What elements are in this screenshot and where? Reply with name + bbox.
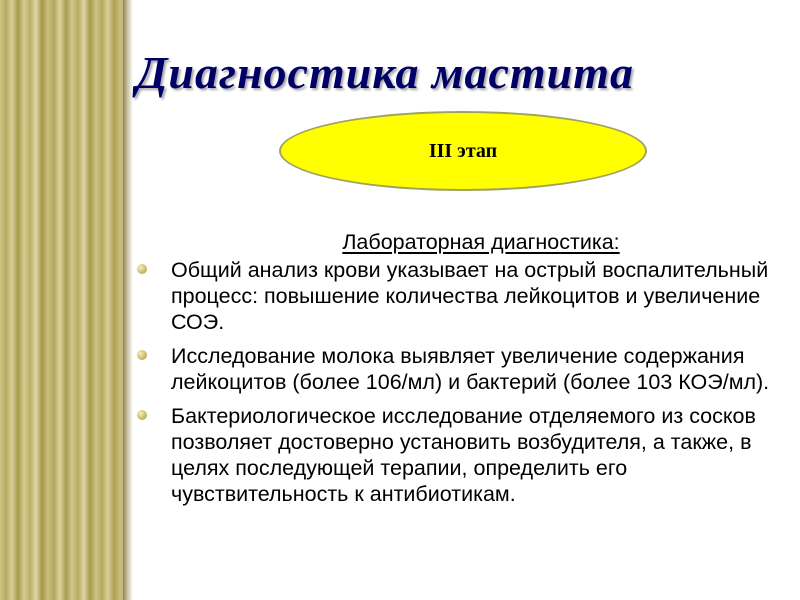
bullet-text: Исследование молока выявляет увеличение содержания лейкоцитов (более 106/мл) и бактерий (более 103 КОЭ/мл). <box>171 344 770 394</box>
bullet-item <box>136 403 786 507</box>
side-band-edge <box>123 0 133 600</box>
bullet-dot-icon <box>137 264 147 274</box>
bullet-item <box>136 257 786 335</box>
decorative-side-band <box>0 0 123 600</box>
bullet-list <box>136 257 786 507</box>
slide-title: Диагностика мастита <box>136 47 635 98</box>
content-area <box>136 229 786 515</box>
stage-oval <box>279 111 647 191</box>
bullet-dot-icon <box>137 350 147 360</box>
bullet-text: Общий анализ крови указывает на острый воспалительный процесс: повышение количества лейкоцитов и увеличение СОЭ. <box>171 258 769 334</box>
stage-label: III этап <box>428 139 498 162</box>
bullet-dot-icon <box>137 410 147 420</box>
bullet-item <box>136 343 786 395</box>
section-subheading: Лабораторная диагностика: <box>342 230 620 254</box>
bullet-text: Бактериологическое исследование отделяемого из сосков позволяет достоверно установить возбудителя, а также, в целях последующей терапии, определить его чувствительность к антибиотикам. <box>171 404 756 506</box>
